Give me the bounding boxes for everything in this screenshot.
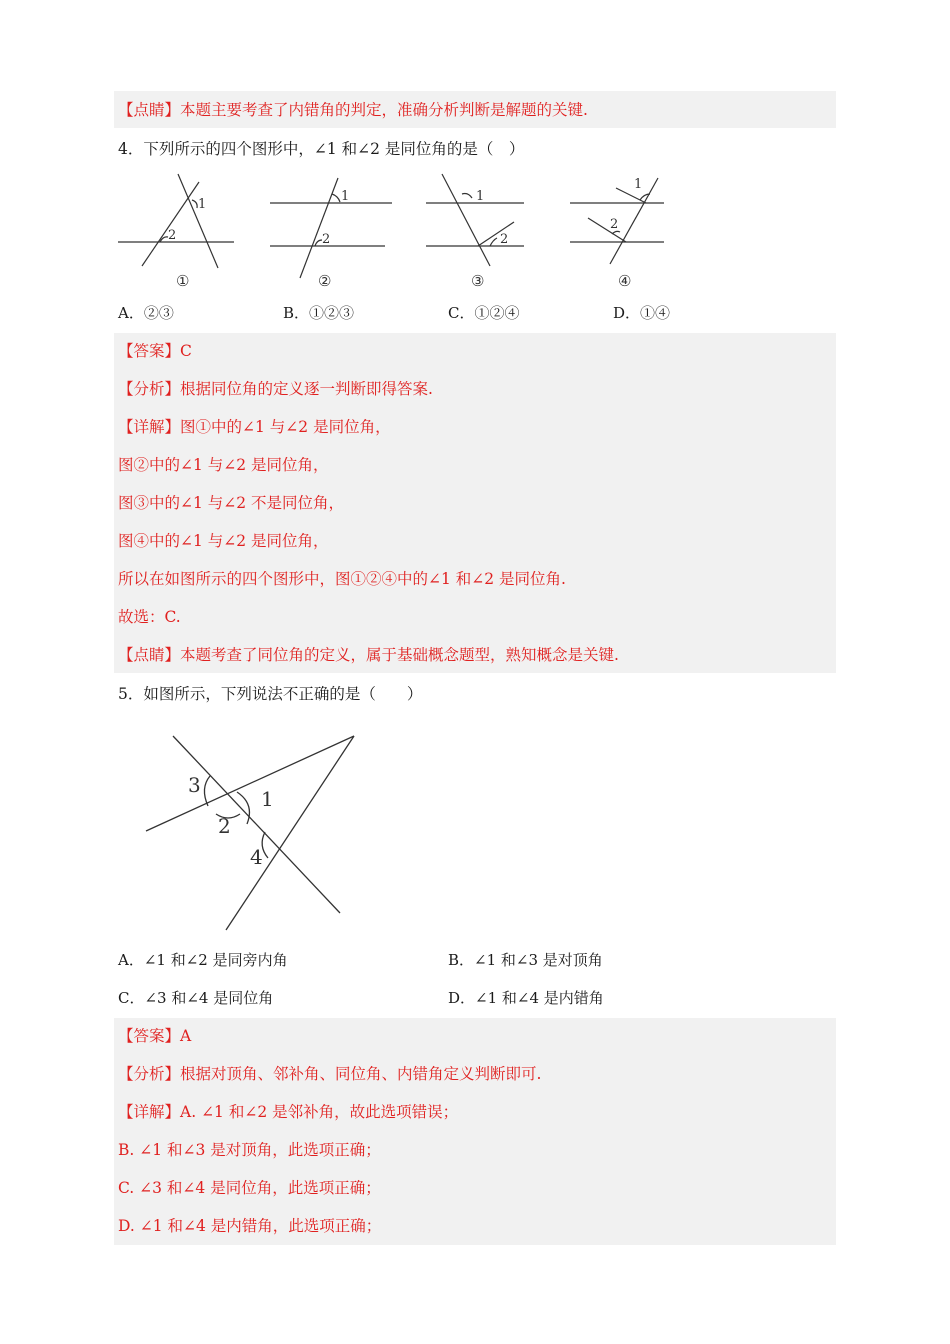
q4-option-d-letter: D． [613,304,641,322]
q4-option-c-text: ①②④ [474,304,520,322]
q4-detail-4: 图④中的∠1 与∠2 是同位角， [118,532,329,550]
q5-answer-tag: 【答案】 [118,1027,181,1045]
fig4-angle-1: 1 [634,177,643,192]
q5-option-d-text: ∠1 和∠4 是内错角 [475,989,604,1007]
q4-detail-tag: 【详解】 [118,418,181,436]
q5-analysis-text: 根据对顶角、邻补角、同位角、内错角定义判断即可. [180,1065,542,1083]
fig2-label: ② [318,272,332,290]
q4-note [118,645,619,665]
fig1-angle-1: 1 [198,197,207,212]
q5-option-b-letter: B． [448,951,475,969]
q4-detail-1 [118,417,391,437]
q5-label-1: 1 [261,787,274,811]
q5-option-b [448,950,603,970]
q4-analysis-tag: 【分析】 [118,380,181,398]
q5-option-c-letter: C． [118,989,145,1007]
q5-analysis [118,1064,541,1084]
fig4-label: ④ [618,272,632,290]
q5-answer [118,1026,191,1046]
fig1-angle-2: 2 [168,228,177,243]
q5-detail-line-1: A. ∠1 和∠2 是邻补角，故此选项错误； [180,1103,459,1121]
fig2-angle-2: 2 [322,232,331,247]
q5-option-a [118,950,288,970]
fig3-angle-2: 2 [500,232,509,247]
fig2-angle-1: 1 [341,189,350,204]
q4-note-tag: 【点睛】 [118,646,181,664]
fig3-angle-1: 1 [476,189,485,204]
q4-analysis [118,379,433,399]
q5-option-a-letter: A． [118,951,144,969]
q5-label-4: 4 [250,845,263,869]
figure-2 [270,178,392,290]
q4-detail-3: 图③中的∠1 与∠2 不是同位角， [118,494,345,512]
figure-1 [118,174,234,290]
question-5-stem: 5．如图所示，下列说法不正确的是（ ） [118,685,423,703]
q4-option-b-letter: B． [283,304,310,322]
q5-option-d [448,988,604,1008]
q4-option-d [613,303,670,323]
q4-answer-value: C [180,342,192,360]
answer-block-5 [114,1018,836,1245]
q5-analysis-tag: 【分析】 [118,1065,181,1083]
note-tag: 【点睛】 [118,101,181,119]
question-5-figure [130,718,390,938]
q4-option-d-text: ①④ [640,304,671,322]
question-4-stem: 4．下列所示的四个图形中，∠1 和∠2 是同位角的是（ ） [118,140,525,158]
q5-label-3: 3 [188,773,201,797]
q5-label-2: 2 [218,814,231,838]
q4-option-a [118,303,174,323]
q5-detail-1 [118,1102,458,1122]
q5-detail-2: B. ∠1 和∠3 是对顶角，此选项正确； [118,1141,381,1159]
q5-detail-4: D. ∠1 和∠4 是内错角，此选项正确； [118,1217,382,1235]
q5-option-b-text: ∠1 和∠3 是对顶角 [474,951,603,969]
q4-option-c-letter: C． [448,304,475,322]
q4-detail-6: 故选：C. [118,608,181,626]
note-line-1 [118,100,588,120]
q5-option-c [118,988,273,1008]
figure-4 [570,177,664,290]
q4-note-text: 本题考查了同位角的定义，属于基础概念题型，熟知概念是关键. [180,646,619,664]
q4-detail-line-1: 图①中的∠1 与∠2 是同位角， [180,418,391,436]
q5-detail-tag: 【详解】 [118,1103,181,1121]
q4-option-a-text: ②③ [143,304,174,322]
fig4-angle-2: 2 [610,217,619,232]
fig1-label: ① [176,272,190,290]
figure-3 [426,174,524,290]
fig3-label: ③ [471,272,485,290]
q5-option-c-text: ∠3 和∠4 是同位角 [144,989,274,1007]
q4-option-a-letter: A． [118,304,144,322]
q5-answer-value: A [180,1027,192,1045]
q4-detail-2: 图②中的∠1 与∠2 是同位角， [118,456,329,474]
q4-answer-tag: 【答案】 [118,342,181,360]
q4-option-b [283,303,354,323]
q4-answer [118,341,192,361]
q5-detail-3: C. ∠3 和∠4 是同位角，此选项正确； [118,1179,381,1197]
q4-option-b-text: ①②③ [309,304,355,322]
q4-option-c [448,303,520,323]
note-text: 本题主要考查了内错角的判定，准确分析判断是解题的关键. [180,101,588,119]
q4-detail-5: 所以在如图所示的四个图形中，图①②④中的∠1 和∠2 是同位角. [118,570,566,588]
q5-option-d-letter: D． [448,989,476,1007]
q5-option-a-text: ∠1 和∠2 是同旁内角 [143,951,288,969]
q4-analysis-text: 根据同位角的定义逐一判断即得答案. [180,380,433,398]
